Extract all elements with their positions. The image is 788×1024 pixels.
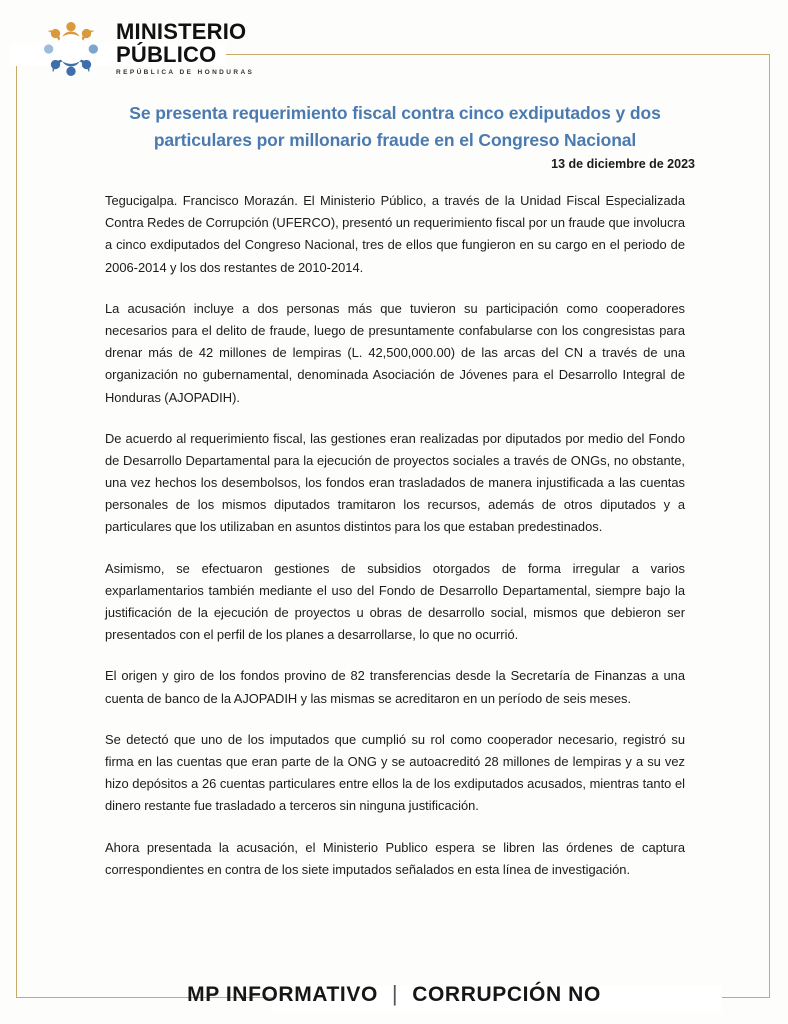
footer-label-corrupcion-no: CORRUPCIÓN NO xyxy=(412,983,601,1006)
article-body xyxy=(105,190,685,881)
publication-date: 13 de diciembre de 2023 xyxy=(551,157,695,171)
footer-separator: | xyxy=(391,981,399,1006)
paragraph: Tegucigalpa. Francisco Morazán. El Ministerio Público, a través de la Unidad Fiscal Especializada Contra Redes de Corrupción (UFERCO), presentó un requerimiento fiscal por un fraude que involucra a cinco exdiputados del Congreso Nacional, tres de ellos que fungieron en su cargo en el periodo de 2006-2014 y los dos restantes de 2010-2014. xyxy=(105,193,685,275)
paragraph: Ahora presentada la acusación, el Ministerio Publico espera se libren las órdenes de captura correspondientes en contra de los siete imputados señalados en esta línea de investigación. xyxy=(105,839,685,877)
footer-label-mp-informativo: MP INFORMATIVO xyxy=(187,983,378,1006)
logo-wordmark xyxy=(116,21,254,77)
paragraph: El origen y giro de los fondos provino de 82 transferencias desde la Secretaría de Finanzas a una cuenta de banco de la AJOPADIH y las mismas se acreditaron en un período de seis meses. xyxy=(105,668,685,706)
logo-line-ministerio: MINISTERIO xyxy=(116,19,247,45)
logo-line-publico: PÚBLICO xyxy=(116,42,217,68)
logo-subtitle: REPÚBLICA DE HONDURAS xyxy=(116,69,255,77)
paragraph: La acusación incluye a dos personas más que tuvieron su participación como cooperadores necesarios para el delito de fraude, luego de presuntamente confabularse con los congresistas para drenar más de 42 millones de lempiras (L. 42,500,000.00) de las arcas del CN a través de una organización no gubernamental, denominada Asociación de Jóvenes para el Desarrollo Integral de Honduras (AJOPADIH). xyxy=(105,300,685,405)
paragraph: Se detectó que uno de los imputados que cumplió su rol como cooperador necesario, registró su firma en las cuentas que eran parte de la ONG y se autoacreditó 28 millones de lempiras y a su vez hizo depósitos a 26 cuentas particulares entre ellos la de los exdiputados acusados, mientras tanto el dinero restante fue trasladado a terceros sin ninguna justificación. xyxy=(105,731,685,814)
page-title: Se presenta requerimiento fiscal contra cinco exdiputados y dos particulares por millonario fraude en el Congreso Nacional xyxy=(129,102,661,150)
institution-logo xyxy=(40,18,254,80)
document-footer xyxy=(0,974,788,1016)
paragraph: De acuerdo al requerimiento fiscal, las gestiones eran realizadas por diputados por medio del Fondo de Desarrollo Departamental para la ejecución de proyectos sociales a través de ONGs, no obstante, una vez hechos los desembolsos, los fondos eran trasladados de manera injustificada a las cuentas personales de los mismos diputados tramitaron los recursos, además de otros diputados y a particulares que los utilizaban en asuntos distintos para los que estaban predestinados. xyxy=(105,430,685,535)
paragraph: Asimismo, se efectuaron gestiones de subsidios otorgados de forma irregular a varios exparlamentarios también mediante el uso del Fondo de Desarrollo Departamental, siempre bajo la justificación de la ejecución de proyectos u obras de desarrollo social, mismos que debieron ser presentados con el perfil de los planes a desarrollarse, lo que no ocurrió. xyxy=(105,560,685,643)
document-header xyxy=(0,0,788,90)
circle-of-people-logo-icon xyxy=(40,18,102,80)
